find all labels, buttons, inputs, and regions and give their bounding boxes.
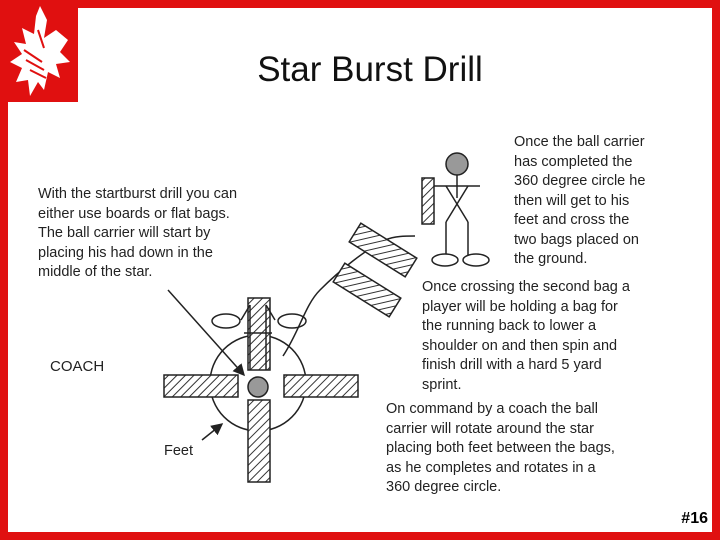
holder-foot-right	[463, 254, 489, 266]
second-bag-text: Once crossing the second bag a player will be holding a bag for the running back to lower a shoulder on and then spin and finish drill with a hard 5 yard sprint.	[422, 279, 630, 393]
angled-bag-lower	[333, 263, 401, 317]
feet-label: Feet	[164, 443, 194, 459]
angled-bag-upper	[349, 223, 417, 277]
slide-title: Star Burst Drill	[257, 50, 483, 89]
holder-foot-left	[432, 254, 458, 266]
coach-label: COACH	[50, 358, 105, 375]
command-text: On command by a coach the ball carrier will rotate around the star placing both feet between the bags, as he completes and rotates in a 360 degree circle.	[386, 401, 615, 495]
feet-arrow	[202, 424, 222, 440]
holder-bag	[422, 178, 434, 224]
slide-number: #16	[681, 510, 708, 527]
bag-left	[164, 375, 238, 397]
carrier-head	[248, 377, 268, 397]
bag-bottom	[248, 400, 270, 482]
carrier-foot-left	[212, 314, 240, 328]
holder-head	[446, 153, 468, 175]
intro-text: With the startburst drill you can either use boards or flat bags. The ball carrier will start by placing his had down in the middle of the star.	[38, 186, 238, 280]
bag-right	[284, 375, 358, 397]
intro-arrow	[168, 290, 244, 375]
completion-text: Once the ball carrier has completed the 360 degree circle he then will get to his feet and cross the two bags placed on the ground.	[514, 134, 646, 267]
